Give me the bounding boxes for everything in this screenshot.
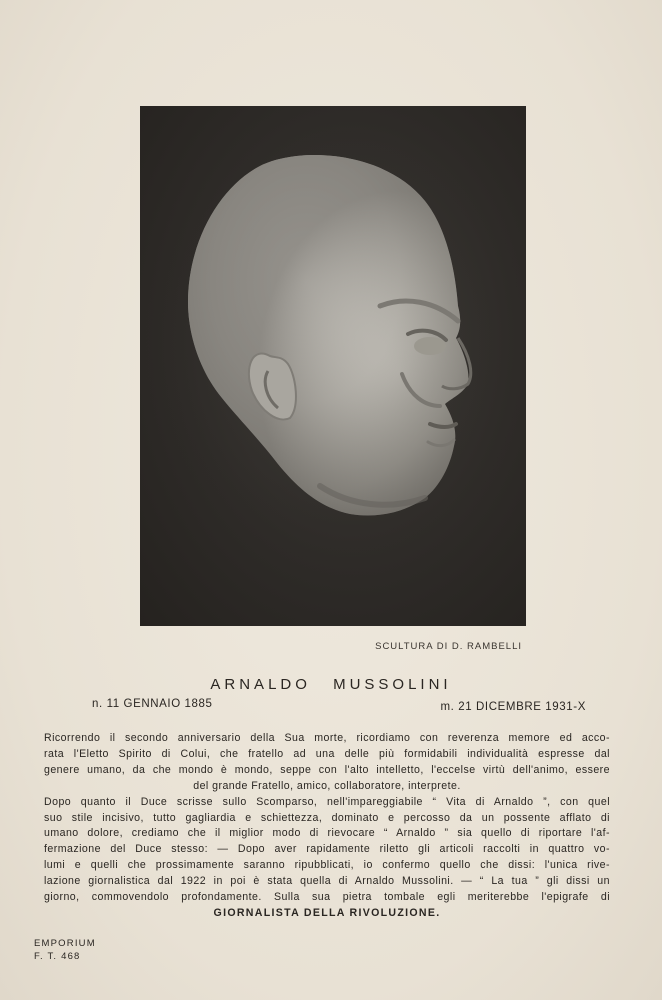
text-line: rata l'Eletto Spirito di Colui, che fratello ad una delle più formidabili individualità espresse dal <box>44 747 610 760</box>
sculpted-head-icon <box>140 106 526 626</box>
photo-credit: SCULTURA DI D. RAMBELLI <box>375 641 522 652</box>
epigraph: GIORNALISTA DELLA RIVOLUZIONE. <box>213 906 441 919</box>
publication-name: EMPORIUM <box>34 938 96 949</box>
page-title: ARNALDO MUSSOLINI <box>210 676 452 693</box>
text-line: fermazione del Duce stesso: — Dopo aver rapidamente riletto gli articoli raccolti in quattro vo- <box>44 843 610 856</box>
text-line: giorno, commovendolo profondamente. Sulla sua pietra tombale egli meriterebbe l'epigrafe di <box>44 891 610 904</box>
text-line: lazione giornalistica dal 1922 in poi è stata quella di Arnaldo Mussolini. — “ La tua ” gli dissi un <box>44 875 610 888</box>
commemorative-text <box>44 731 610 922</box>
publication-footer <box>34 937 96 963</box>
text-line: genere umano, da che mondo è mondo, seppe con l'alto intelletto, l'eccelse virtù dell'animo, essere <box>44 763 610 776</box>
text-line: del grande Fratello, amico, collaboratore, interprete. <box>193 779 461 792</box>
plate-number: F. T. 468 <box>34 951 81 962</box>
text-line: suo stile incisivo, tutto gagliardia e schiettezza, dominato e percosso da un possente afflato di <box>44 811 610 824</box>
text-line: Dopo quanto il Duce scrisse sullo Scomparso, nell'impareggiabile “ Vita di Arnaldo ”, con quel <box>44 795 610 808</box>
photograph-plate <box>140 106 526 626</box>
birth-date: n. 11 GENNAIO 1885 <box>92 698 213 710</box>
text-line: Ricorrendo il secondo anniversario della Sua morte, ricordiamo con reverenza memore ed acco- <box>44 732 610 744</box>
text-line: umano dolore, crediamo che il miglior modo di rievocare “ Arnaldo ” sia quello di riportare l'af- <box>44 827 610 840</box>
text-line: lumi e quelli che prossimamente saranno ripubblicati, io confermo quello che dissi: l'unica rive- <box>44 859 610 872</box>
death-date: m. 21 DICEMBRE 1931-X <box>440 701 586 713</box>
